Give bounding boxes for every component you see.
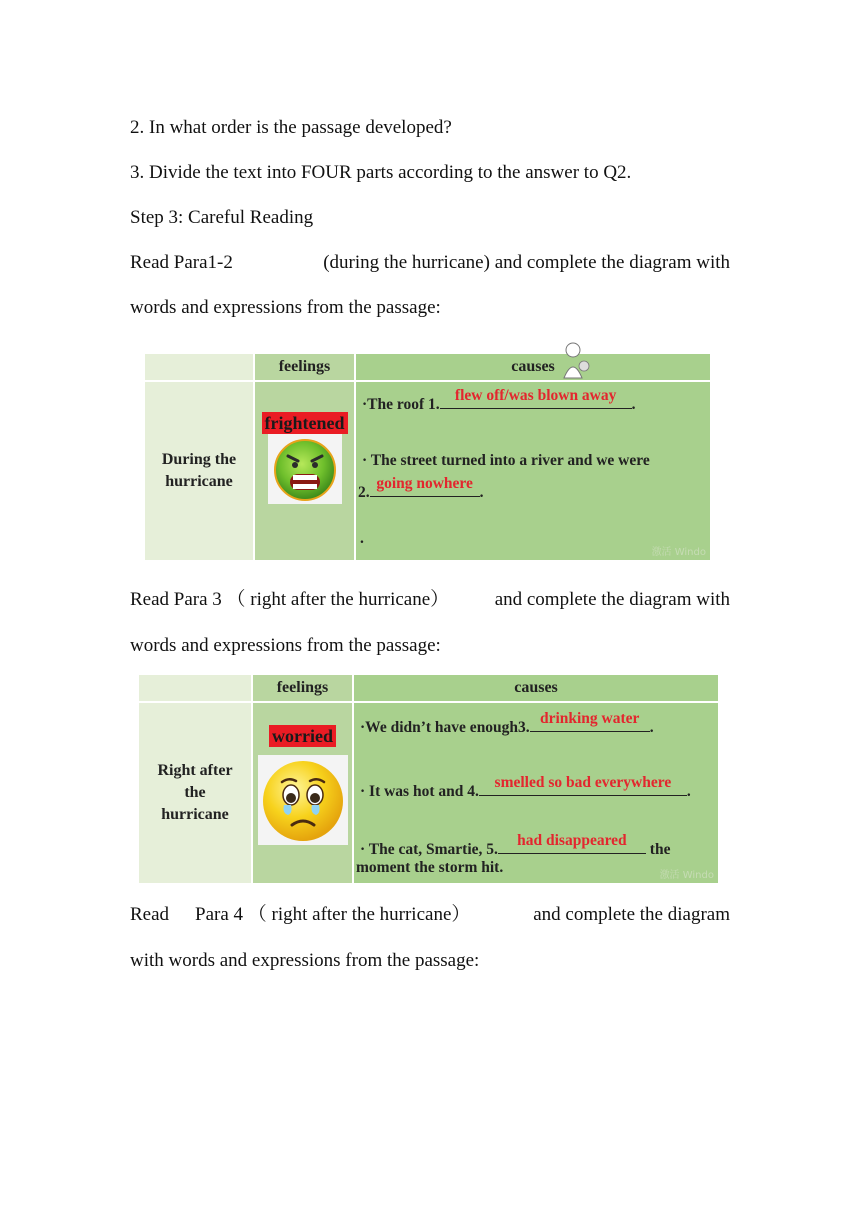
instruction-para1-2-line2: words and expressions from the passage: xyxy=(130,297,441,318)
row-label-line: the xyxy=(184,784,206,801)
header-feelings: feelings xyxy=(252,674,353,702)
header-causes: causes xyxy=(353,674,719,702)
instruction-text: Para 4 （ right after the hurricane） xyxy=(195,904,471,925)
instruction-text: Read Para 3 （ right after the hurricane） xyxy=(130,589,450,610)
cause-3: . xyxy=(360,530,364,547)
instruction-text: and complete the diagram xyxy=(533,904,730,925)
answer-blank-5 xyxy=(498,832,646,854)
watermark: 激活 Windo xyxy=(651,547,706,558)
cause-2-line2 xyxy=(358,475,484,502)
watermark: 激活 Windo xyxy=(659,870,714,881)
row-label-line: hurricane xyxy=(161,806,229,823)
question-2: 2. In what order is the passage developed? xyxy=(130,117,452,138)
instruction-text: and complete the diagram with xyxy=(494,589,730,610)
answer-blank-2 xyxy=(370,475,480,497)
answer-4: smelled so bad everywhere xyxy=(494,774,672,791)
header-blank xyxy=(138,674,252,702)
cause-2-prefix: 2. xyxy=(358,484,370,501)
cause-2-suffix: . xyxy=(479,484,484,501)
header-blank xyxy=(144,353,254,381)
user-avatar-icon xyxy=(562,338,590,382)
row-label xyxy=(144,381,254,561)
causes-cell xyxy=(353,702,719,884)
cause-3-prefix: · The cat, Smartie, 5. xyxy=(360,841,498,858)
cause-1-prefix: ·We didn’t have enough3. xyxy=(360,719,530,736)
diagram-right-after-hurricane xyxy=(137,673,720,885)
feeling-tag: frightened xyxy=(262,412,348,434)
answer-2: going nowhere xyxy=(376,475,473,492)
crying-face-icon xyxy=(258,755,348,845)
cause-1 xyxy=(362,387,636,414)
cause-2 xyxy=(360,774,691,801)
cause-3-line2: moment the storm hit. xyxy=(356,859,504,876)
feeling-cell xyxy=(252,702,353,884)
header-feelings: feelings xyxy=(254,353,355,381)
row-label xyxy=(138,702,252,884)
cause-1-suffix: . xyxy=(631,396,636,413)
header-causes xyxy=(355,353,711,381)
instruction-para4-line2: with words and expressions from the passage: xyxy=(130,950,480,971)
cause-1-suffix: . xyxy=(649,719,654,736)
diagram-during-hurricane xyxy=(143,352,712,562)
causes-cell xyxy=(355,381,711,561)
answer-blank-3 xyxy=(530,710,650,732)
feeling-cell xyxy=(254,381,355,561)
row-label-line: Right after xyxy=(157,762,233,779)
cause-1-prefix: ·The roof 1. xyxy=(362,396,440,413)
instruction-text: Read xyxy=(130,904,170,925)
row-label-line: During the xyxy=(161,451,237,468)
cause-2-line1: · The street turned into a river and we were xyxy=(362,452,650,469)
instruction-para3-line1 xyxy=(130,588,730,612)
answer-blank-1 xyxy=(440,387,632,409)
answer-blank-4 xyxy=(479,774,687,796)
instruction-para3-line2: words and expressions from the passage: xyxy=(130,635,441,656)
instruction-para1-2-line1 xyxy=(130,251,730,275)
step-3-heading: Step 3: Careful Reading xyxy=(130,207,314,228)
instruction-text: Read Para1-2 xyxy=(130,252,233,273)
answer-3: drinking water xyxy=(539,710,640,727)
answer-1: flew off/was blown away xyxy=(454,387,617,404)
cause-3-suffix: the xyxy=(645,841,671,858)
answer-5: had disappeared xyxy=(517,832,627,849)
instruction-text: (during the hurricane) and complete the diagram with xyxy=(323,252,730,273)
cause-2-suffix: . xyxy=(686,783,691,800)
row-label-line: hurricane xyxy=(165,473,233,490)
header-causes-label: causes xyxy=(511,358,555,375)
cause-1 xyxy=(360,710,654,737)
cause-3 xyxy=(360,832,671,859)
feeling-tag: worried xyxy=(269,725,336,747)
cause-2-prefix: · It was hot and 4. xyxy=(360,783,479,800)
question-3: 3. Divide the text into FOUR parts according to the answer to Q2. xyxy=(130,162,632,183)
frightened-face-icon xyxy=(268,434,342,504)
